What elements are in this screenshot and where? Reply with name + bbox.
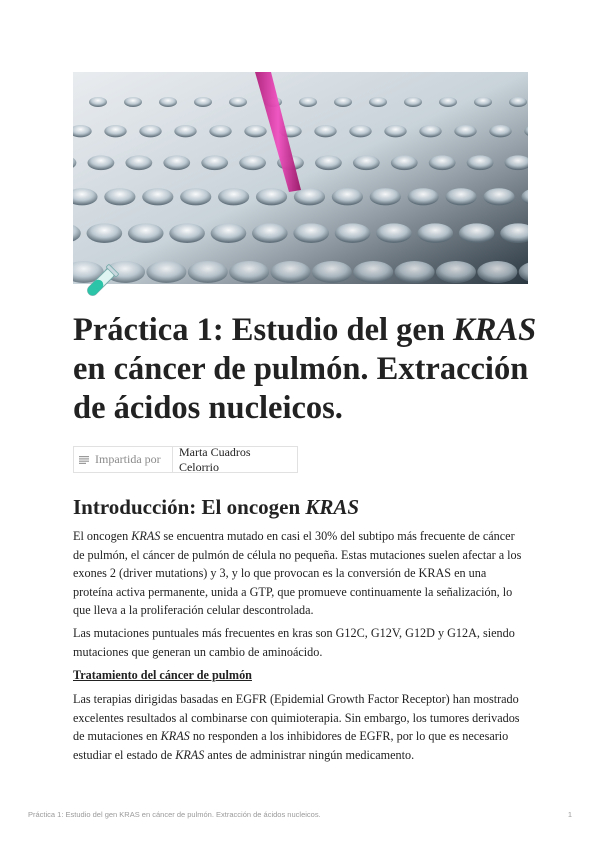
intro-heading: Introducción: El oncogen KRAS [73,495,360,519]
test-tube-icon [77,262,121,306]
page-title: Práctica 1: Estudio del gen KRAS en cáncer de pulmón. Extracción de ácidos nucleicos. [73,312,537,426]
property-label: Impartida por [95,452,161,466]
intro-paragraph-2: Las mutaciones puntuales más frecuentes en kras son G12C, G12V, G12D y G12A, siendo mutaciones que generan un cambio de aminoácido. [73,626,515,659]
treatment-paragraph: Las terapias dirigidas basadas en EGFR (Epidemial Growth Factor Receptor) han mostrado excelentes resultados al combinarse con quimioterapia. Sin embargo, los tumores derivados de mutaciones en KRAS no responden a los inhibidores de EGFR, por lo que es necesario estudiar el estado de KRAS antes de administrar ningún medicamento. [73,692,520,762]
intro-paragraph-1: El oncogen KRAS se encuentra mutado en casi el 30% del subtipo más frecuente de cáncer de pulmón, el cáncer de pulmón de célula no pequeña. Estas mutaciones suelen afectar a los exones 2 (driver mutations) y 3, y lo que provocan es la conversión de KRAS en una proteína activa permanente, unida a GTP, que promueve continuamente la señalización, lo que lleva a la proliferación celular descontrolada. [73,529,522,618]
text-lines-icon [79,456,89,464]
page-number: 1 [567,810,572,819]
treatment-heading: Tratamiento del cáncer de pulmón [73,668,252,682]
footer-title: Práctica 1: Estudio del gen KRAS en cáncer de pulmón. Extracción de ácidos nucleicos. [28,810,321,819]
property-row [73,446,298,473]
test-tube-rack-illustration [73,72,528,284]
cover-image [73,72,528,284]
page-footer [28,810,572,819]
property-key [74,447,173,472]
property-value: Marta Cuadros Celorrio [178,444,251,474]
